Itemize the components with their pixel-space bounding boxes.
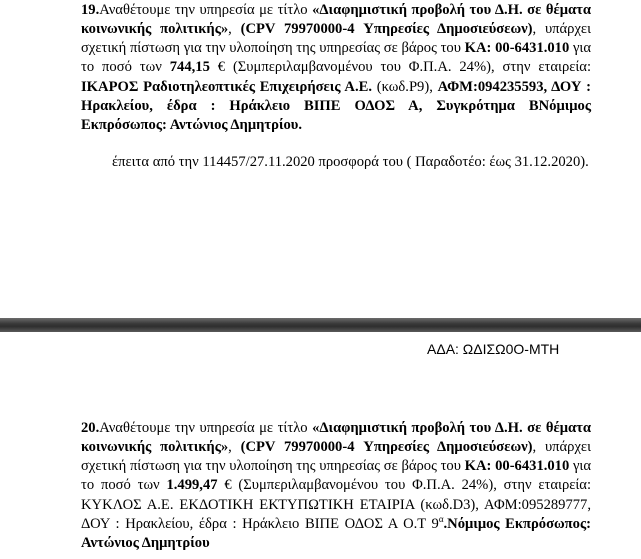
budget-code: ΚΑ: 00-6431.010 — [464, 458, 570, 475]
amount-prefix: για το ποσό των — [81, 458, 591, 494]
separator: , — [228, 438, 241, 455]
superscript: α — [438, 514, 444, 525]
company-details: ΑΦΜ:094235593, ΔΟΥ : Ηρακλείου, έδρα : Ηράκλειο ΒΙΠΕ ΟΔΟΣ Α, Συγκρότημα ΒΝόμιμος Εκπρόσωπος: Αντώνιος Δημητρίου. — [81, 78, 591, 134]
item-number: 19. — [81, 1, 100, 18]
item-19-paragraph — [81, 1, 591, 136]
company-details: ΚΥΚΛΟΣ Α.Ε. ΕΚΔΟΤΙΚΗ ΕΚΤΥΠΩΤΙΚΗ ΕΤΑΙΡΙΑ (κωδ.D3), ΑΦΜ:095289777, ΔΟΥ : Ηρακλείου, έδρα : Ηράκλειο ΒΙΠΕ ΟΔΟΣ Α Ο.Τ 9 — [81, 496, 591, 533]
amount-value: 744,15 — [169, 59, 210, 76]
separator: , — [228, 20, 241, 37]
document-page-bottom — [0, 332, 641, 559]
cpv-code: (CPV 79970000-4 Υπηρεσίες Δημοσιεύσεων) — [240, 20, 533, 37]
item-20-paragraph — [81, 419, 591, 554]
service-title: «Διαφημιστική προβολή του Δ.Η. σε θέματα κοινωνικής πολιτικής» — [81, 419, 591, 455]
amount-prefix: για το ποσό των — [81, 40, 591, 76]
cpv-code: (CPV 79970000-4 Υπηρεσίες Δημοσιεύσεων) — [240, 438, 533, 455]
service-title: «Διαφημιστική προβολή του Δ.Η. σε θέματα κοινωνικής πολιτικής» — [81, 1, 591, 37]
company-code: (κωδ.Ρ9), — [371, 78, 438, 95]
budget-code: ΚΑ: 00-6431.010 — [464, 40, 570, 57]
ada-code: ΑΔΑ: ΩΔΙΣΩ0Ο-ΜΤΗ — [427, 341, 560, 357]
credit-text: , υπάρχει σχετική πίστωση για την υλοποίηση της υπηρεσίας σε βάρος του — [81, 438, 591, 475]
intro-text: Αναθέτουμε την υπηρεσία με τίτλο — [99, 419, 313, 436]
intro-text: Αναθέτουμε την υπηρεσία με τίτλο — [99, 1, 313, 18]
amount-suffix: € (Συμπεριλαμβανομένου του Φ.Π.Α. 24%), στην εταιρεία: — [217, 477, 591, 494]
page-break-separator — [0, 318, 641, 332]
legal-representative: .Νόμιμος Εκπρόσωπος: Αντώνιος Δημητρίου — [81, 516, 591, 552]
amount-value: 1.499,47 — [166, 477, 218, 494]
amount-suffix: € (Συμπεριλαμβανομένου του Φ.Π.Α. 24%), στην εταιρεία: — [209, 59, 591, 76]
item-number: 20. — [81, 419, 100, 436]
company-name: ΙΚΑΡΟΣ Ραδιοτηλεοπτικές Επιχειρήσεις Α.Ε. — [81, 78, 372, 95]
credit-text: , υπάρχει σχετική πίστωση για την υλοποίηση της υπηρεσίας σε βάρος του — [81, 20, 591, 57]
offer-line: έπειτα από την 114457/27.11.2020 προσφορά του ( Παραδοτέο: έως 31.12.2020). — [112, 154, 589, 170]
